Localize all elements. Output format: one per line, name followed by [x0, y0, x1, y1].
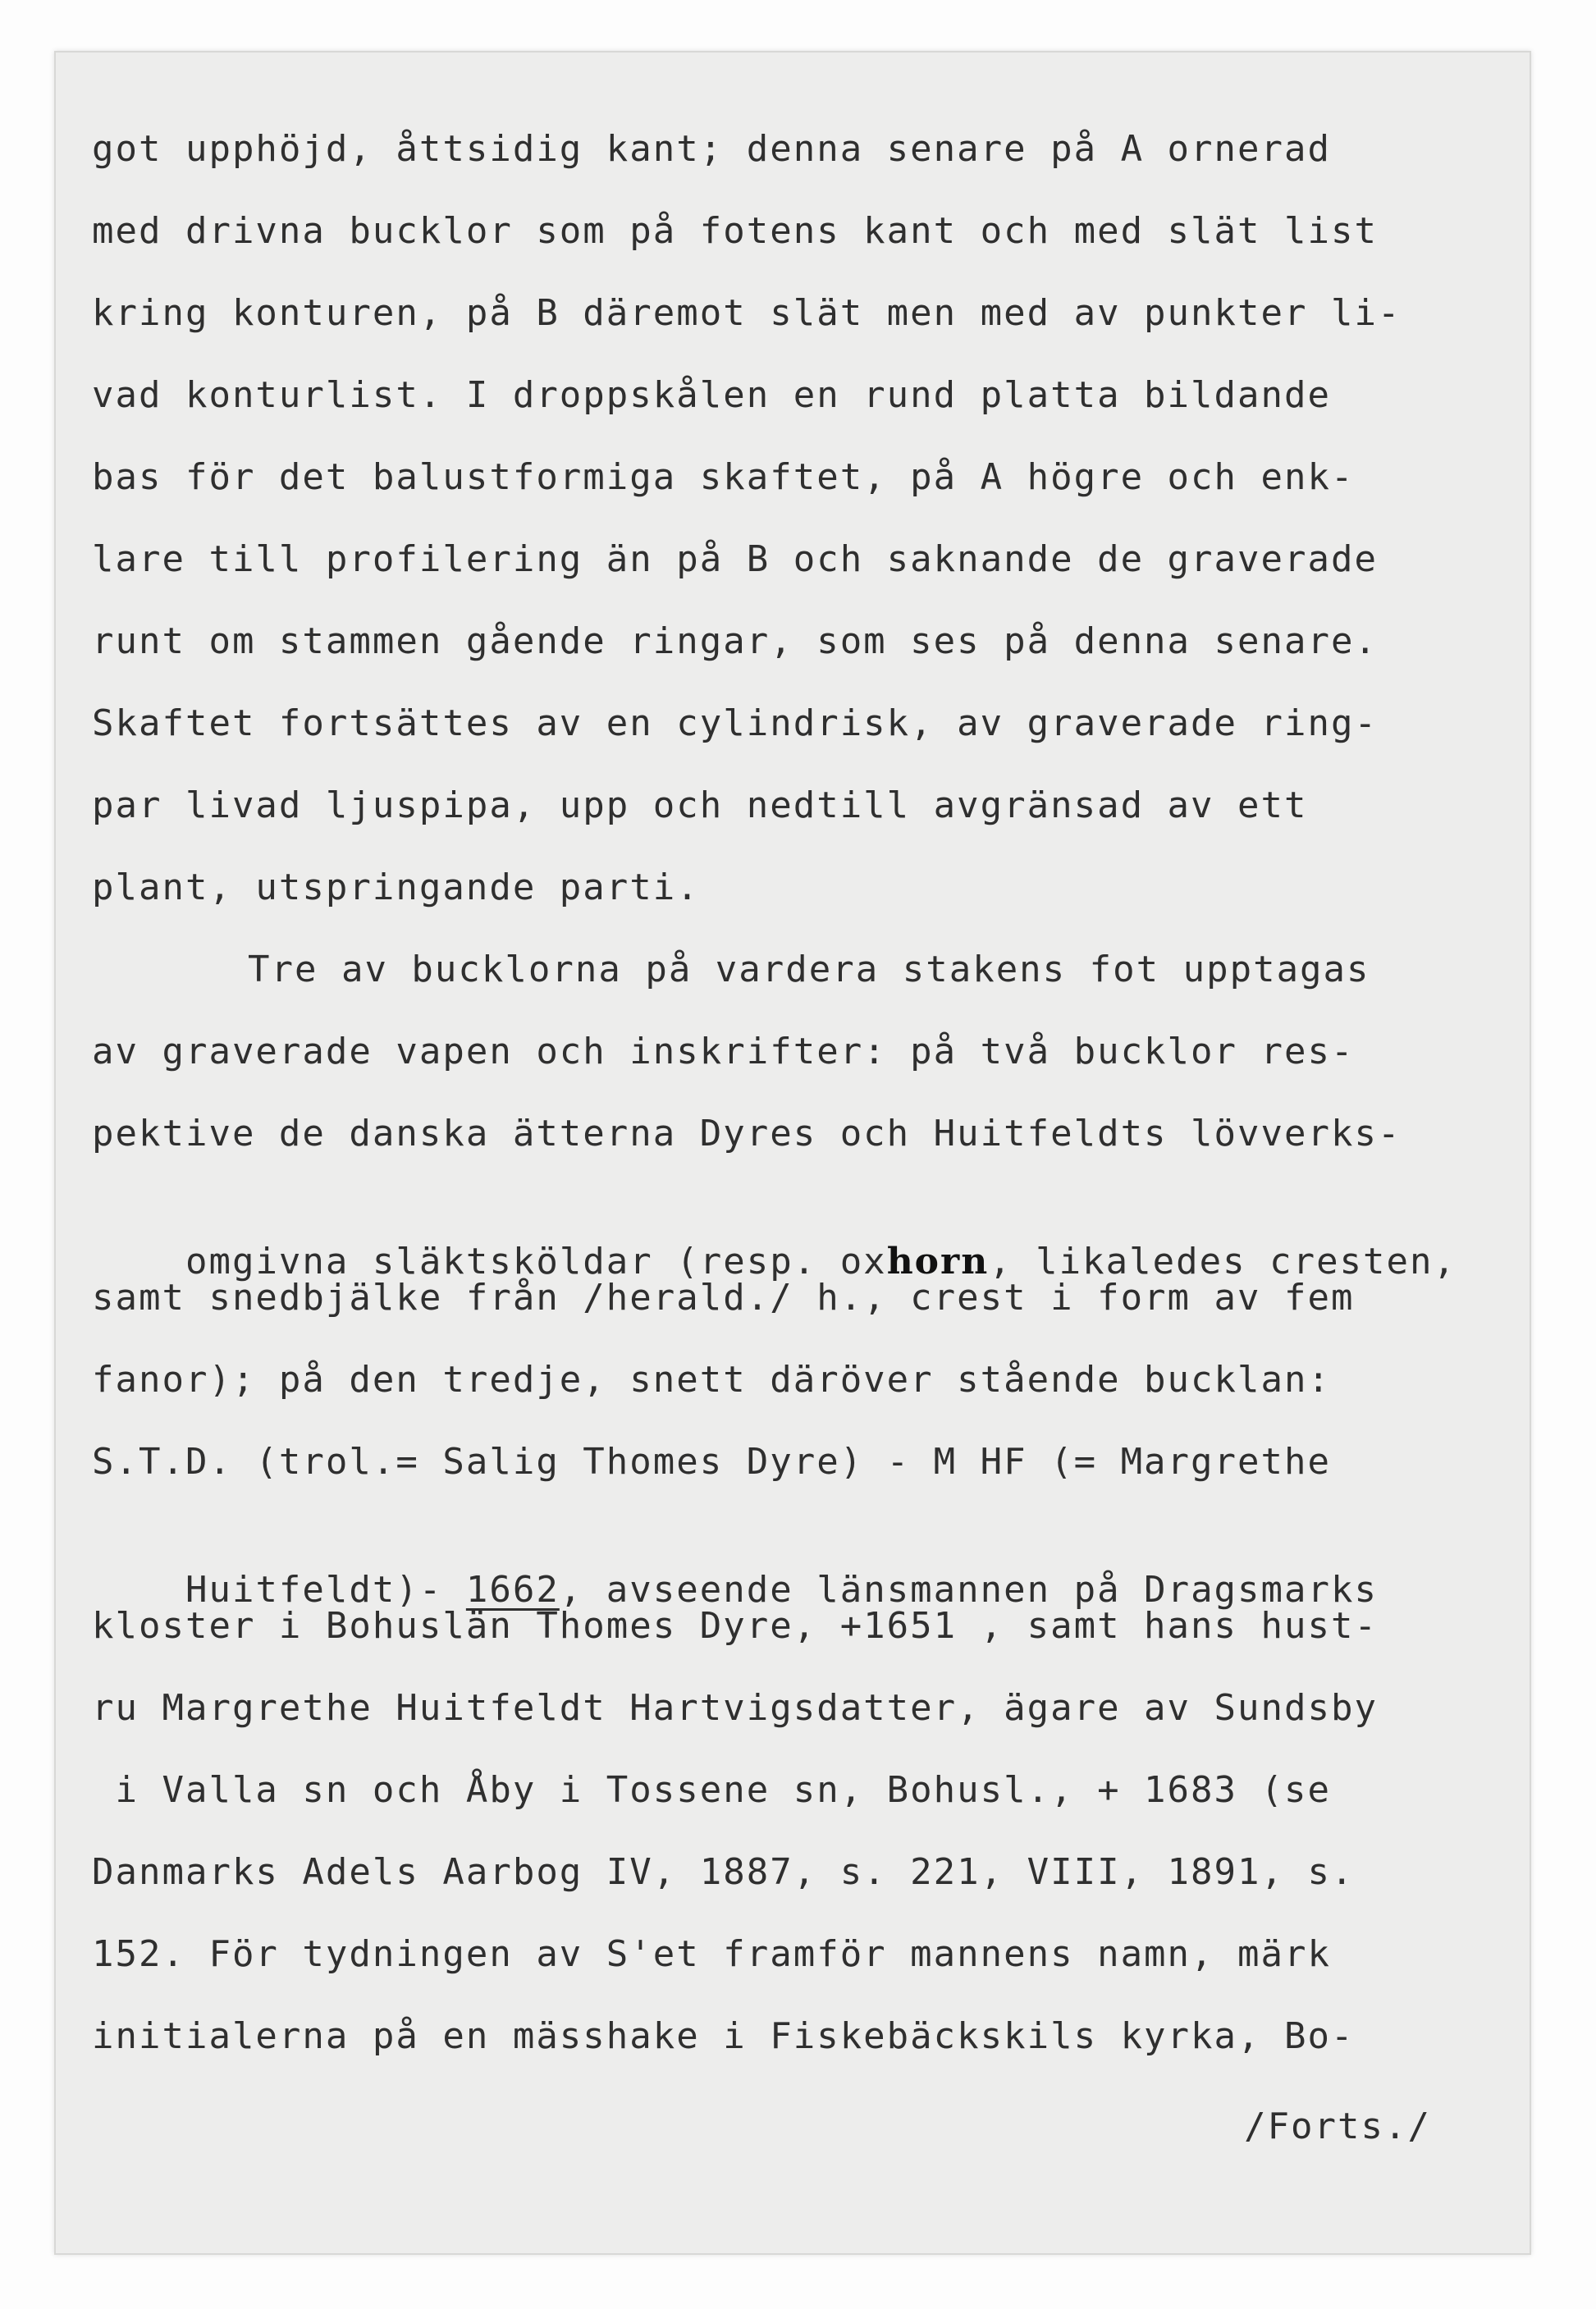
text-line-5: bas för det balustformiga skaftet, på A högre och enk-: [92, 456, 1355, 498]
text-line-9: par livad ljuspipa, upp och nedtill avgränsad av ett: [92, 784, 1308, 826]
line-14-typed-end: , likaledes cresten,: [989, 1241, 1457, 1283]
text-line-15: samt snedbjälke från /herald./ h., crest i form av fem: [92, 1277, 1355, 1319]
text-line-3: kring konturen, på B däremot slät men med av punkter li-: [92, 292, 1402, 334]
text-line-22: Danmarks Adels Aarbog IV, 1887, s. 221, VIII, 1891, s.: [92, 1851, 1355, 1893]
text-line-1: got upphöjd, åttsidig kant; denna senare på A ornerad: [92, 128, 1331, 170]
text-line-8: Skaftet fortsättes av en cylindrisk, av graverade ring-: [92, 702, 1378, 744]
paragraph-start-line: Tre av bucklorna på vardera stakens fot upptagas: [248, 949, 1370, 990]
continuation-note: /Forts./: [1244, 2106, 1431, 2147]
line-18-typed-end: , avseende länsmannen på Dragsmarks: [559, 1569, 1378, 1611]
text-line-20: ru Margrethe Huitfeldt Hartvigsdatter, ägare av Sundsby: [92, 1687, 1378, 1729]
text-line-2: med drivna bucklor som på fotens kant och med slät list: [92, 210, 1378, 252]
text-line-4: vad konturlist. I droppskålen en rund platta bildande: [92, 374, 1331, 416]
text-line-23: 152. För tydningen av S'et framför mannens namn, märk: [92, 1933, 1331, 1975]
text-line-21: i Valla sn och Åby i Tossene sn, Bohusl., + 1683 (se: [92, 1769, 1331, 1811]
underlined-year: 1662: [465, 1569, 560, 1611]
text-line-12: av graverade vapen och inskrifter: på två bucklor res-: [92, 1031, 1355, 1072]
text-line-7: runt om stammen gående ringar, som ses på denna senare.: [92, 620, 1378, 662]
handwritten-insertion: horn: [886, 1241, 990, 1283]
text-line-10: plant, utspringande parti.: [92, 866, 700, 908]
text-line-13: pektive de danska ätterna Dyres och Huitfeldts lövverks-: [92, 1113, 1402, 1154]
text-line-19: kloster i Bohuslän Thomes Dyre, +1651 , samt hans hust-: [92, 1605, 1378, 1647]
line-18-typed-start: Huitfeldt)-: [185, 1569, 466, 1611]
typewritten-page: [54, 51, 1531, 2255]
line-14-typed-start: omgivna släktsköldar (resp. ox: [185, 1241, 887, 1283]
text-line-6: lare till profilering än på B och saknande de graverade: [92, 538, 1378, 580]
text-line-16: fanor); på den tredje, snett däröver stående bucklan:: [92, 1359, 1331, 1401]
text-line-24: initialerna på en mässhake i Fiskebäckskils kyrka, Bo-: [92, 2015, 1355, 2057]
text-line-17: S.T.D. (trol.= Salig Thomes Dyre) - M HF (= Margrethe: [92, 1441, 1331, 1483]
